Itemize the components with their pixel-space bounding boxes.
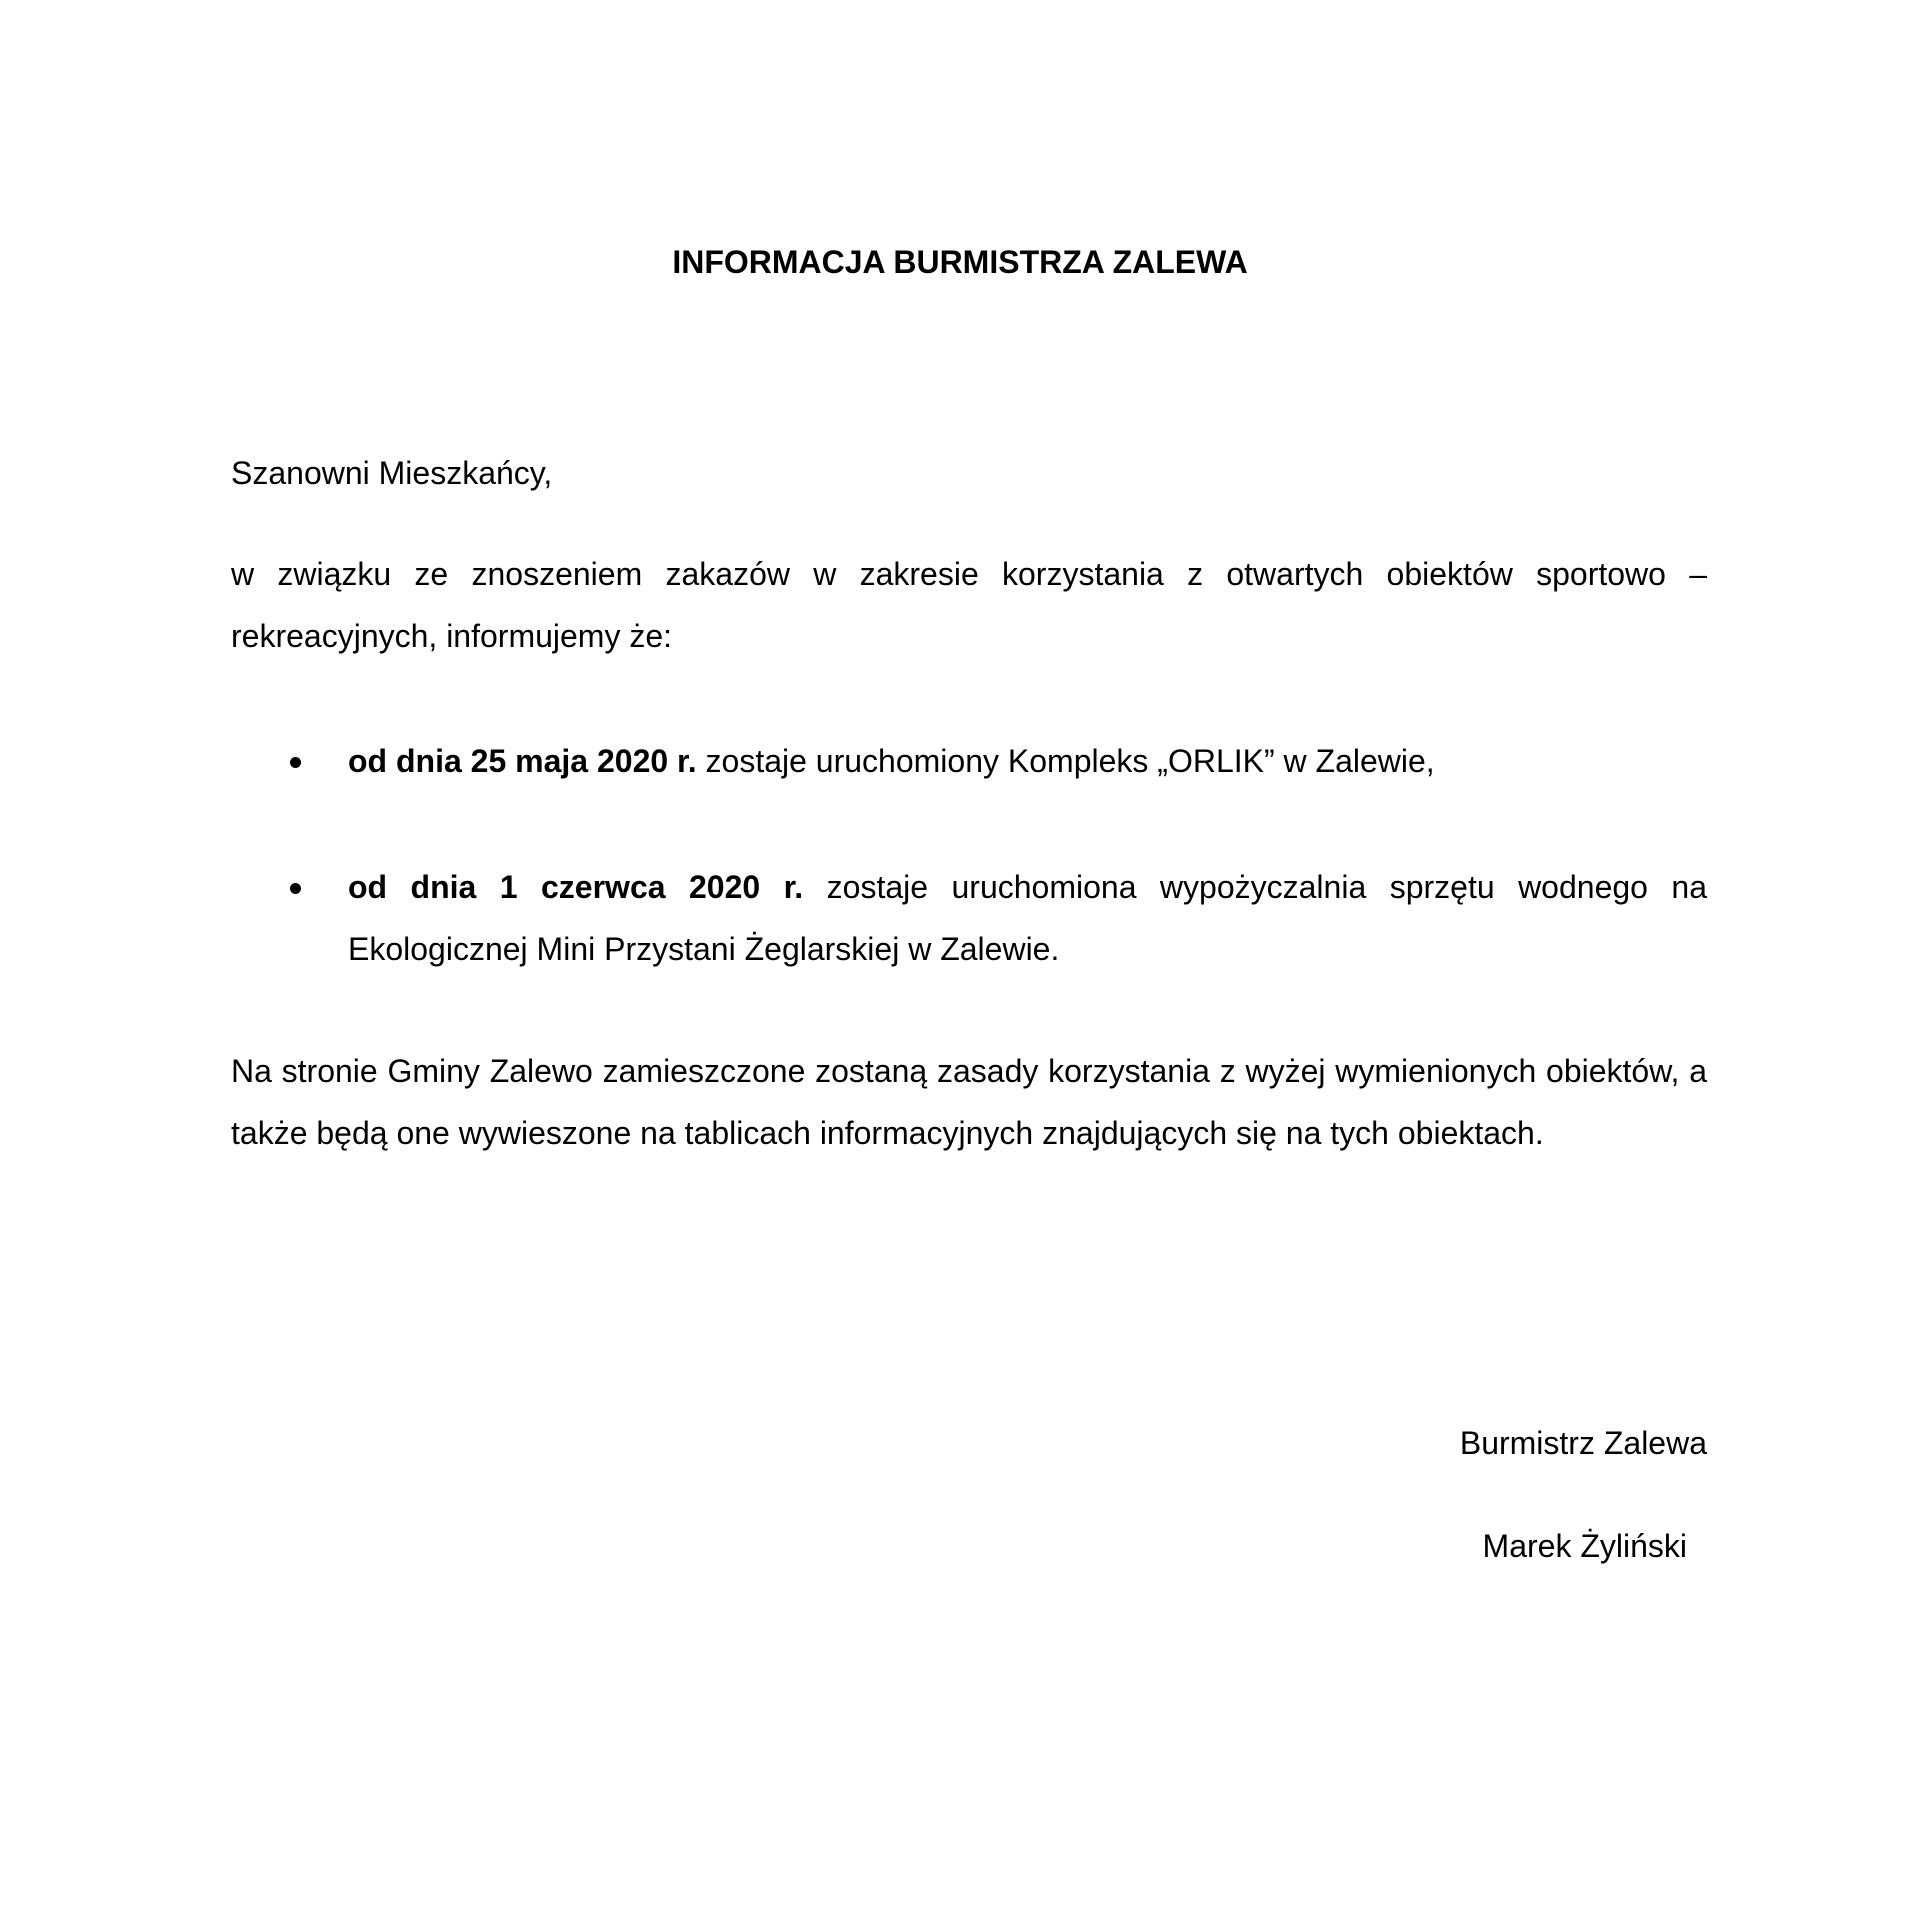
document-title: INFORMACJA BURMISTRZA ZALEWA xyxy=(672,244,1248,280)
bullet-date: od dnia 1 czerwca 2020 r. xyxy=(348,869,804,905)
signature-title: Burmistrz Zalewa xyxy=(1459,1425,1707,1461)
bullet-text: zostaje uruchomiona wypożyczalnia sprzętu wodnego na Ekologicznej Mini Przystani Żeglarskiej w Zalewie. xyxy=(348,869,1708,967)
bullet-dot-icon xyxy=(290,883,301,894)
closing-paragraph: Na stronie Gminy Zalewo zamieszczone zostaną zasady korzystania z wyżej wymienionych obiektów, a także będą one wywieszone na tablicach informacyjnych znajdujących się na tych obiektach. xyxy=(231,1053,1707,1151)
bullet-date: od dnia 25 maja 2020 r. xyxy=(348,743,697,779)
list-item xyxy=(231,730,1707,792)
bullet-list-item-1 xyxy=(231,730,1707,792)
bullet-text: zostaje uruchomiony Kompleks „ORLIK” w Zalewie, xyxy=(696,743,1435,779)
list-item xyxy=(231,856,1707,980)
intro-paragraph: w związku ze znoszeniem zakazów w zakresie korzystania z otwartych obiektów sportowo – rekreacyjnych, informujemy że: xyxy=(231,556,1707,654)
signature-name: Marek Żyliński xyxy=(1482,1528,1687,1564)
greeting: Szanowni Mieszkańcy, xyxy=(231,455,553,491)
bullet-dot-icon xyxy=(290,757,301,768)
bullet-list-item-2 xyxy=(231,856,1707,980)
